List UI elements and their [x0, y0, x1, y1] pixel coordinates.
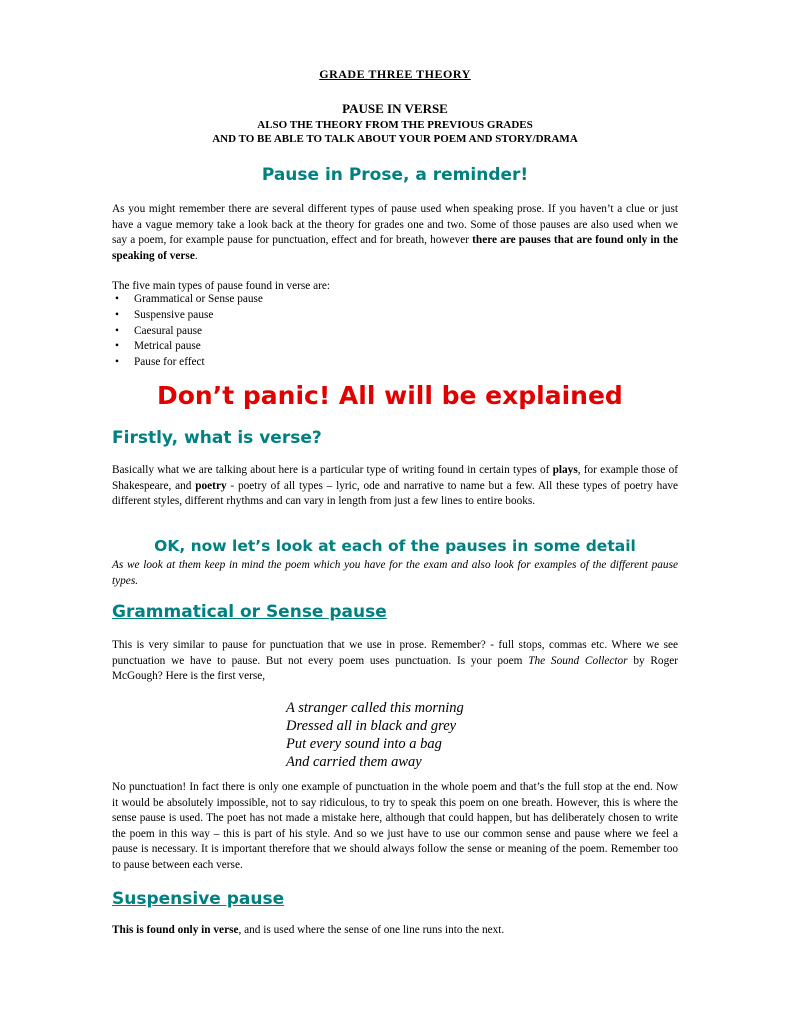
list-item: • Metrical pause [112, 339, 263, 355]
paragraph-text: by Roger McGough? Here is the first verse, [112, 654, 679, 682]
bold-text: poetry [195, 479, 227, 492]
list-item: • Grammatical or Sense pause [112, 292, 263, 308]
paragraph-text: This is very similar to pause for punctuation that we use in prose. Remember? - full stops, commas etc. Where we see punctuation we have to pause. But not every poem uses punctuation. Is your poem [112, 639, 678, 667]
bold-text: there are pauses that are found only in the speaking of verse [112, 234, 678, 262]
paragraph-text: , for example those of Shakespeare, and [112, 464, 678, 492]
document-subheading-line: AND TO BE ABLE TO TALK ABOUT YOUR POEM AND STORY/DRAMA [212, 133, 578, 145]
paragraph-prose-reminder [112, 202, 678, 264]
paragraph-detail-intro: As we look at them keep in mind the poem which you have for the exam and also look for examples of the different pause types. [112, 559, 678, 587]
paragraph-grammatical [112, 638, 678, 685]
poem-verse [286, 699, 464, 771]
poem-line: Put every sound into a bag [286, 736, 442, 752]
list-intro: The five main types of pause found in verse are: [112, 280, 331, 292]
list-item: • Caesural pause [112, 324, 263, 340]
paragraph-verse [112, 463, 678, 510]
poem-line: Dressed all in black and grey [286, 718, 457, 734]
paragraph-text: , and is used where the sense of one line runs into the next. [238, 924, 505, 936]
section-heading-verse: Firstly, what is verse? [112, 428, 322, 448]
italic-title: The Sound Collector [528, 654, 628, 667]
list-item: • Suspensive pause [112, 308, 263, 324]
document-subtitle: PAUSE IN VERSE [342, 101, 448, 116]
bold-text: This is found only in verse [112, 924, 239, 936]
section-heading-prose: Pause in Prose, a reminder! [261, 165, 529, 185]
panic-banner: Don’t panic! All will be explained [157, 381, 623, 410]
paragraph-text: . [194, 249, 198, 262]
section-heading-grammatical: Grammatical or Sense pause [112, 602, 387, 622]
paragraph-text: - poetry of all types – lyric, ode and narrative to name but a few. All these types of poetry have different styles, different rhythms and can vary in length from just a few lines to entire books. [112, 479, 679, 507]
section-heading-detail: OK, now let’s look at each of the pauses in some detail [154, 537, 636, 555]
poem-line: A stranger called this morning [286, 700, 464, 716]
paragraph-text: As you might remember there are several different types of pause used when speaking prose. If you haven’t a clue or just have a vague memory take a look back at the theory for grades one and two. Some of those pauses are also used when we say a poem, for example pause for punctuation, effect and for breath, however [112, 203, 678, 246]
pause-type-list [112, 292, 263, 371]
document-subheading-line: ALSO THE THEORY FROM THE PREVIOUS GRADES [257, 119, 533, 131]
paragraph-text: Basically what we are talking about here is a particular type of writing found in certain types of [112, 464, 553, 476]
paragraph-no-punctuation: No punctuation! In fact there is only one example of punctuation in the whole poem and that’s the full stop at the end. Now it would be absolutely impossible, not to say ridiculous, to try to speak this poem on one breath. However, this is where the sense pause is used. The poet has not made a mistake here, although that could happen, but has deliberately chosen to write the poem in this way – this is part of his style. And so we just have to use our common sense and pause where we feel a pause is necessary. It is important therefore that we should always follow the sense or meaning of the poem. Remember too to pause between each verse. [112, 781, 678, 871]
bold-text: plays [552, 464, 578, 476]
document-title: GRADE THREE THEORY [319, 67, 471, 81]
section-heading-suspensive: Suspensive pause [112, 889, 285, 909]
poem-line: And carried them away [286, 754, 422, 770]
list-item: • Pause for effect [112, 355, 263, 371]
paragraph-suspensive [112, 923, 678, 939]
